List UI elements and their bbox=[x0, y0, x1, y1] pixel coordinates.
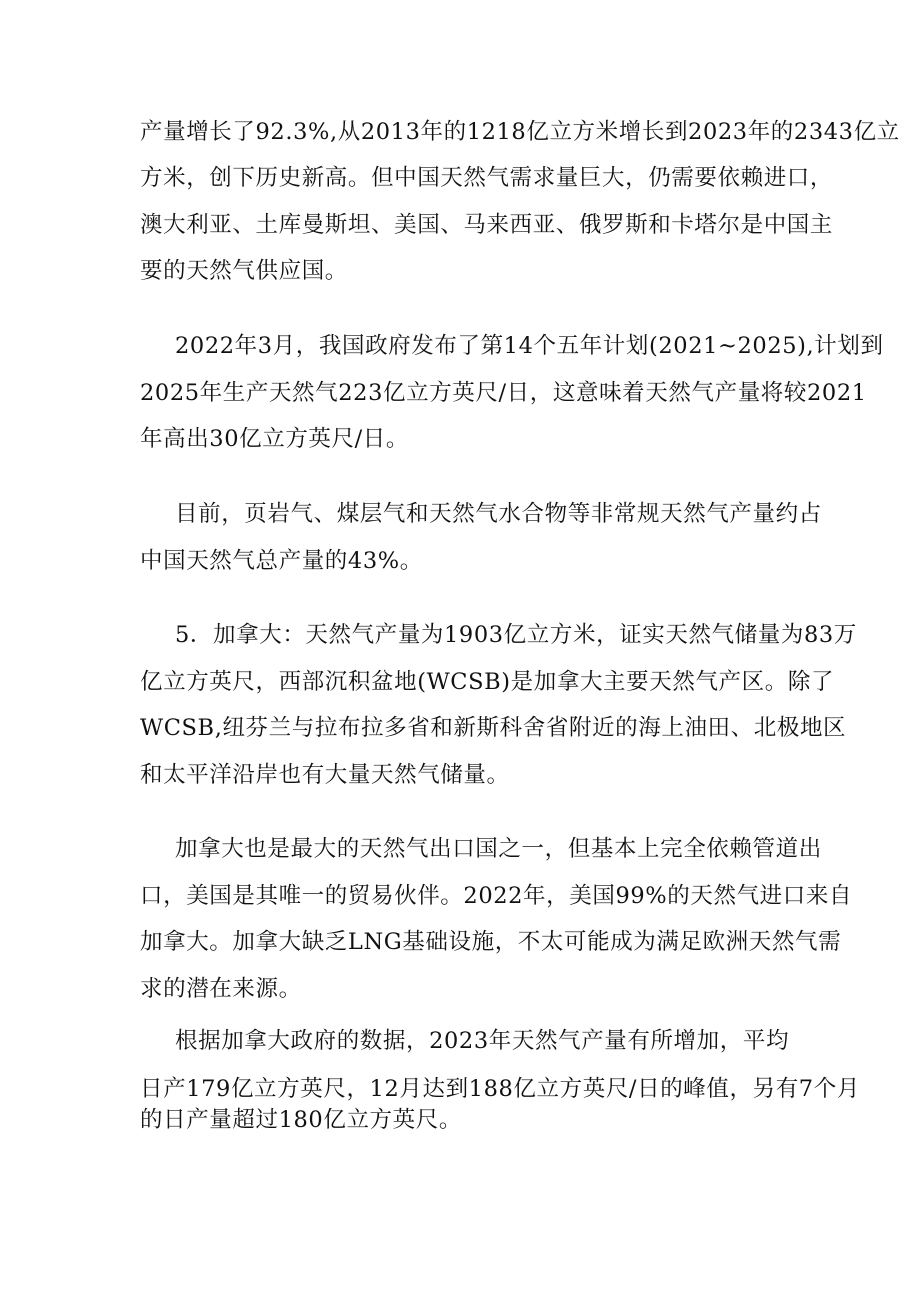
paragraph-3-line-1: 目前，页岩气、煤层气和天然气水合物等非常规天然气产量约占 bbox=[175, 501, 822, 527]
paragraph-6-line-3: 的日产量超过180亿立方英尺。 bbox=[140, 1107, 462, 1133]
paragraph-1-line-3: 澳大利亚、土库曼斯坦、美国、马来西亚、俄罗斯和卡塔尔是中国主 bbox=[140, 212, 834, 238]
paragraph-1-line-2: 方米，创下历史新高。但中国天然气需求量巨大，仍需要依赖进口， bbox=[140, 165, 834, 191]
paragraph-5-line-4: 求的潜在来源。 bbox=[140, 976, 302, 1002]
paragraph-4-line-2: 亿立方英尺，西部沉积盆地(WCSB)是加拿大主要天然气产区。除了 bbox=[140, 669, 835, 695]
paragraph-1-line-4: 要的天然气供应国。 bbox=[140, 258, 348, 284]
paragraph-5-line-1: 加拿大也是最大的天然气出口国之一，但基本上完全依赖管道出 bbox=[175, 836, 822, 862]
paragraph-3-line-2: 中国天然气总产量的43%。 bbox=[140, 548, 423, 574]
paragraph-4-line-1: 5．加拿大：天然气产量为1903亿立方米，证实天然气储量为83万 bbox=[175, 622, 857, 648]
paragraph-6-line-1: 根据加拿大政府的数据，2023年天然气产量有所增加，平均 bbox=[175, 1028, 790, 1054]
paragraph-6-line-2: 日产179亿立方英尺，12月达到188亿立方英尺/日的峰值，另有7个月 bbox=[140, 1076, 860, 1102]
paragraph-2-line-3: 年高出30亿立方英尺/日。 bbox=[140, 426, 410, 452]
paragraph-1-line-1: 产量增长了92.3%,从2013年的1218亿立方米增长到2023年的2343亿立 bbox=[140, 119, 900, 145]
paragraph-4-line-4: 和太平洋沿岸也有大量天然气储量。 bbox=[140, 762, 510, 788]
paragraph-2-line-2: 2025年生产天然气223亿立方英尺/日，这意味着天然气产量将较2021 bbox=[140, 380, 867, 406]
paragraph-5-line-3: 加拿大。加拿大缺乏LNG基础设施，不太可能成为满足欧洲天然气需 bbox=[140, 929, 842, 955]
paragraph-5-line-2: 口，美国是其唯一的贸易伙伴。2022年，美国99%的天然气进口来自 bbox=[140, 883, 853, 909]
paragraph-4-line-3: WCSB,纽芬兰与拉布拉多省和新斯科舍省附近的海上油田、北极地区 bbox=[140, 715, 847, 741]
paragraph-2-line-1: 2022年3月，我国政府发布了第14个五年计划(2021~2025),计划到 bbox=[175, 333, 884, 359]
